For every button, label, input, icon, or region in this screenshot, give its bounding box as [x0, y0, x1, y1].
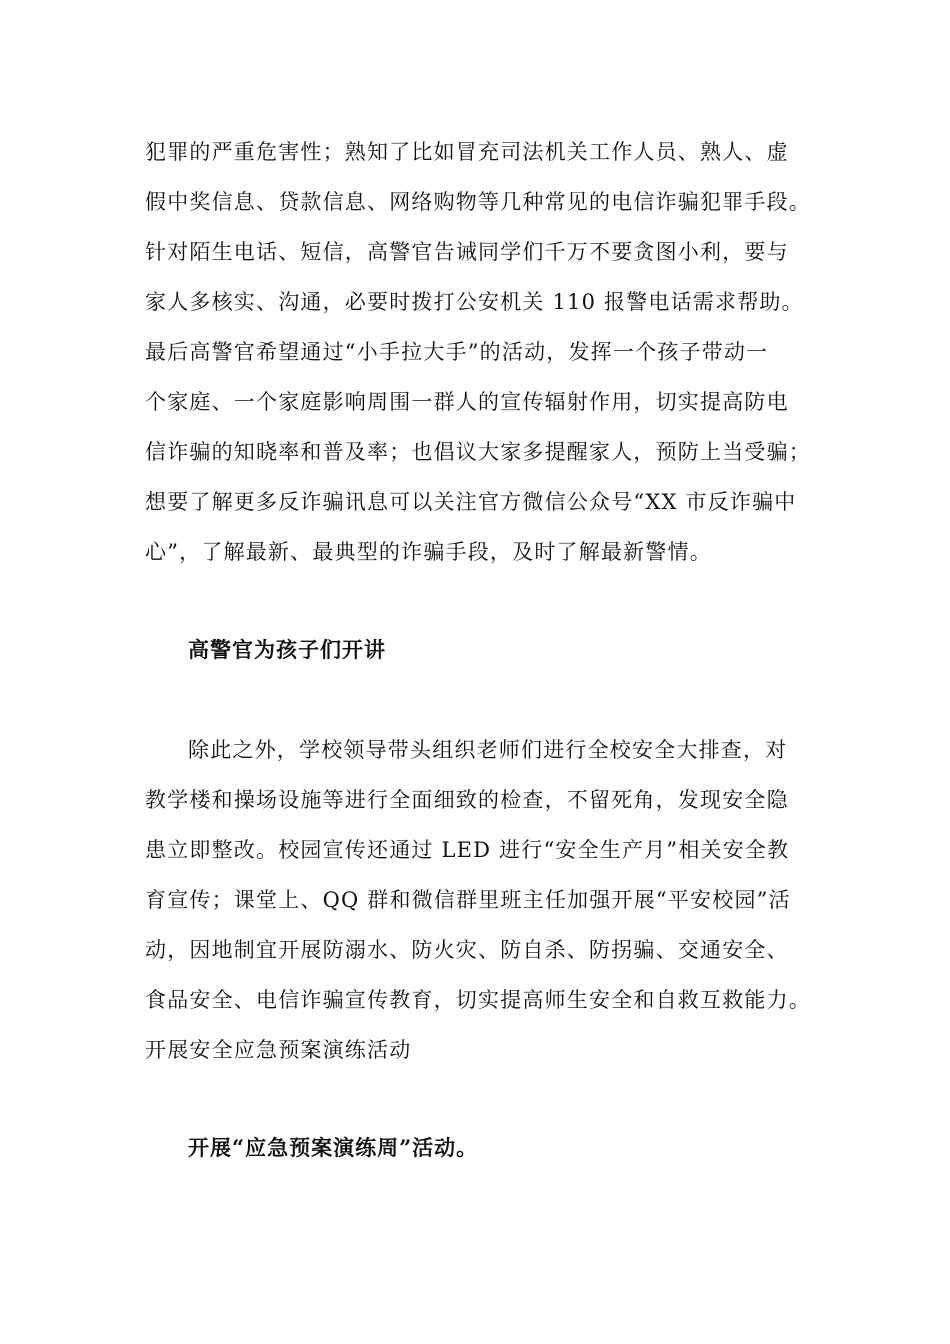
section-heading-1: 高警官为孩子们开讲: [188, 637, 386, 662]
paragraph-2-line-1: 除此之外，学校领导带头组织老师们进行全校安全大排查，对: [188, 738, 788, 762]
paragraph-1-line-4: 家人多核实、沟通，必要时拨打公安机关 110 报警电话需求帮助。: [145, 290, 804, 314]
paragraph-2-line-4: 育宣传；课堂上、QQ 群和微信群里班主任加强开展“平安校园”活: [145, 888, 791, 912]
paragraph-1-line-7: 信诈骗的知晓率和普及率；也倡议大家多提醒家人，预防上当受骗；: [145, 440, 811, 464]
paragraph-2-line-6: 食品安全、电信诈骗宣传教育，切实提高师生安全和自救互救能力。: [145, 988, 811, 1012]
paragraph-1-line-6: 个家庭、一个家庭影响周围一群人的宣传辐射作用，切实提高防电: [145, 390, 789, 414]
paragraph-1-line-2: 假中奖信息、贷款信息、网络购物等几种常见的电信诈骗犯罪手段。: [145, 190, 811, 214]
paragraph-2-line-2: 教学楼和操场设施等进行全面细致的检查，不留死角，发现安全隐: [145, 788, 789, 812]
paragraph-1-line-5: 最后高警官希望通过“小手拉大手”的活动，发挥一个孩子带动一: [145, 340, 769, 364]
paragraph-1-line-8: 想要了解更多反诈骗讯息可以关注官方微信公众号“XX 市反诈骗中: [145, 490, 797, 514]
paragraph-1-line-9: 心”，了解最新、最典型的诈骗手段，及时了解最新警情。: [145, 540, 712, 564]
paragraph-2-line-3: 患立即整改。校园宣传还通过 LED 进行“安全生产月”相关安全教: [145, 838, 790, 862]
paragraph-2-line-5: 动，因地制宜开展防溺水、防火灾、防自杀、防拐骗、交通安全、: [145, 938, 789, 962]
paragraph-2-line-7: 开展安全应急预案演练活动: [145, 1038, 412, 1062]
paragraph-1-line-1: 犯罪的严重危害性；熟知了比如冒充司法机关工作人员、熟人、虚: [145, 140, 789, 164]
section-heading-2: 开展“应急预案演练周”活动。: [188, 1135, 479, 1160]
paragraph-1-line-3: 针对陌生电话、短信，高警官告诫同学们千万不要贪图小利，要与: [145, 240, 789, 264]
